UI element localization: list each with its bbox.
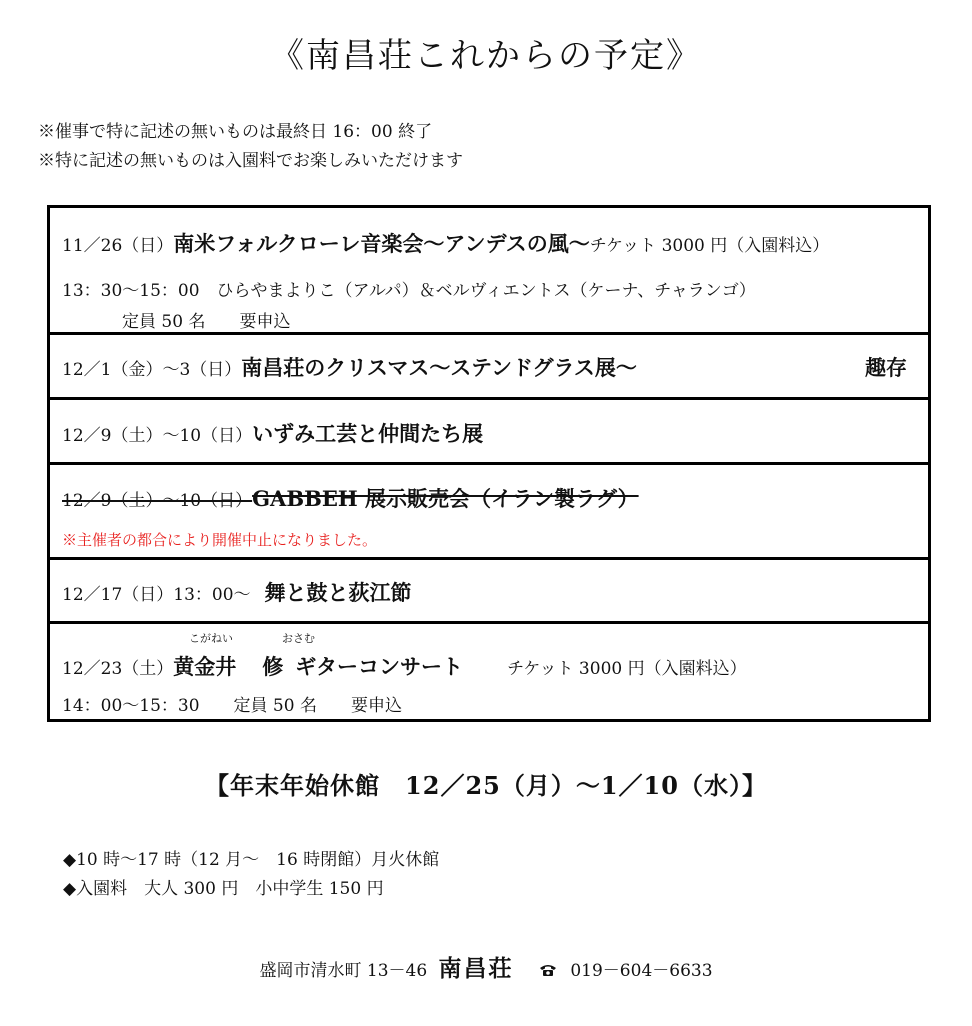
footer [0, 950, 972, 983]
event-title: 南米フォルクローレ音楽会〜アンデスの風〜 [173, 231, 590, 256]
performer-surname: 黄金井 [173, 654, 237, 679]
event-title: GABBEH 展示販売会（イラン製ラグ） [252, 486, 639, 511]
phone-icon [539, 963, 557, 977]
note-line: ※特に記述の無いものは入園料でお楽しみいただけます [38, 151, 463, 171]
event-date: 12／23（土） [62, 659, 174, 679]
event-date: 12／9（土）〜10（日） [62, 491, 253, 511]
address: 盛岡市清水町 13－46 [259, 961, 428, 981]
venue-name: 南昌荘 [438, 955, 514, 982]
event-title: 南昌荘のクリスマス〜ステンドグラス展〜 [241, 355, 637, 380]
event-row [50, 208, 928, 335]
event-row [50, 624, 928, 722]
closure-notice: 【年末年始休館 12／25（月）〜1／10（水）】 [205, 771, 767, 800]
event-tag: 趣存 [865, 355, 907, 380]
phone-number: 019－604－6633 [570, 961, 713, 981]
cancel-notice: ※主催者の都合により開催中止になりました。 [62, 531, 378, 549]
page-title: 《南昌荘これからの予定》 [270, 36, 702, 76]
info-line: ◆入園料 大人 300 円 小中学生 150 円 [63, 879, 384, 899]
event-row [50, 400, 928, 465]
event-date: 12／17（日）13：00〜 [62, 585, 251, 605]
notes [38, 118, 463, 176]
event-title: いずみ工芸と仲間たち展 [252, 421, 484, 446]
event-schedule-table [47, 205, 931, 722]
event-row [50, 335, 928, 400]
info-line: ◆10 時〜17 時（12 月〜 16 時閉館）月火休館 [63, 850, 440, 870]
event-date: 12／1（金）〜3（日） [62, 360, 242, 380]
ruby-reading: こがねい [189, 632, 233, 645]
event-title: 舞と鼓と荻江節 [264, 580, 412, 605]
event-row-cancelled [50, 465, 928, 560]
event-date: 11／26（日） [62, 236, 174, 256]
event-ticket: チケット 3000 円（入園料込） [589, 236, 830, 256]
hours-info [63, 846, 439, 904]
event-time-performers: 13：30〜15：00 ひらやまよりこ（アルパ）＆ベルヴィエントス（ケーナ、チャランゴ） [62, 281, 756, 301]
ruby-reading: おさむ [282, 632, 315, 645]
event-capacity: 定員 50 名 要申込 [122, 312, 291, 332]
event-title: ギターコンサート [295, 654, 464, 679]
event-date: 12／9（土）〜10（日） [62, 426, 253, 446]
performer-given-name: 修 [262, 654, 284, 679]
event-ticket: チケット 3000 円（入園料込） [507, 659, 747, 679]
note-line: ※催事で特に記述の無いものは最終日 16：00 終了 [38, 122, 433, 142]
event-row [50, 560, 928, 624]
event-time-capacity: 14：00〜15：30 定員 50 名 要申込 [62, 696, 402, 716]
